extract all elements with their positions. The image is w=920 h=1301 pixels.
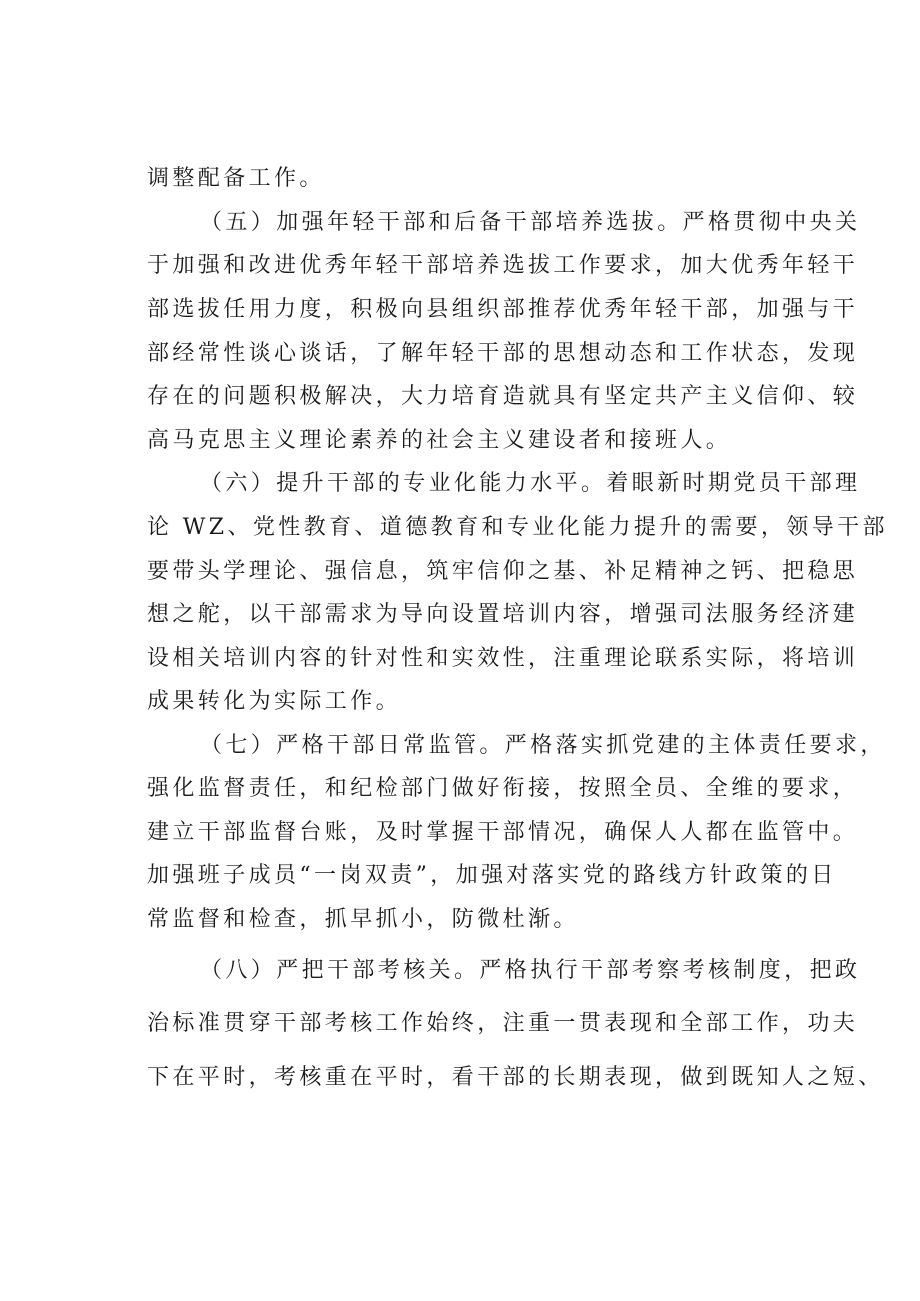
text-line: 于加强和改进优秀年轻干部培养选拔工作要求，加大优秀年轻干 <box>147 253 859 278</box>
text-line: 存在的问题积极解决，大力培育造就具有坚定共产主义信仰、较 <box>147 384 859 409</box>
text-line: 论 WZ、党性教育、道德教育和专业化能力提升的需要，领导干部 <box>147 515 888 540</box>
text-line: 高马克思主义理论素养的社会主义建设者和接班人。 <box>147 428 732 453</box>
text-line: 想之舵，以干部需求为导向设置培训内容，增强司法服务经济建 <box>147 602 859 627</box>
text-line: 加强班子成员“一岗双责”，加强对落实党的路线方针政策的日 <box>147 863 837 888</box>
text-line: 成果转化为实际工作。 <box>147 689 402 714</box>
text-line: 要带头学理论、强信息，筑牢信仰之基、补足精神之钙、把稳思 <box>147 559 859 584</box>
text-line: 治标准贯穿干部考核工作始终，注重一贯表现和全部工作，功夫 <box>147 1011 859 1036</box>
text-line: （五）加强年轻干部和后备干部培养选拔。严格贯彻中央关 <box>200 210 861 235</box>
text-line: 下在平时，考核重在平时，看干部的长期表现，做到既知人之短、 <box>147 1065 884 1090</box>
text-line: 设相关培训内容的针对性和实效性，注重理论联系实际，将培训 <box>147 646 859 671</box>
text-line: （八）严把干部考核关。严格执行干部考察考核制度，把政 <box>200 958 861 983</box>
text-line: 调整配备工作。 <box>147 166 325 191</box>
text-line: 部选拔任用力度，积极向县组织部推荐优秀年轻干部，加强与干 <box>147 297 859 322</box>
text-line: 建立干部监督台账，及时掌握干部情况，确保人人都在监管中。 <box>147 820 859 845</box>
text-line: 强化监督责任，和纪检部门做好衔接，按照全员、全维的要求， <box>147 776 859 801</box>
text-line: 常监督和检查，抓早抓小，防微杜渐。 <box>147 907 579 932</box>
text-line: （七）严格干部日常监管。严格落实抓党建的主体责任要求， <box>200 733 886 758</box>
text-line: 部经常性谈心谈话，了解年轻干部的思想动态和工作状态，发现 <box>147 341 859 366</box>
text-line: （六）提升干部的专业化能力水平。着眼新时期党员干部理 <box>200 471 861 496</box>
